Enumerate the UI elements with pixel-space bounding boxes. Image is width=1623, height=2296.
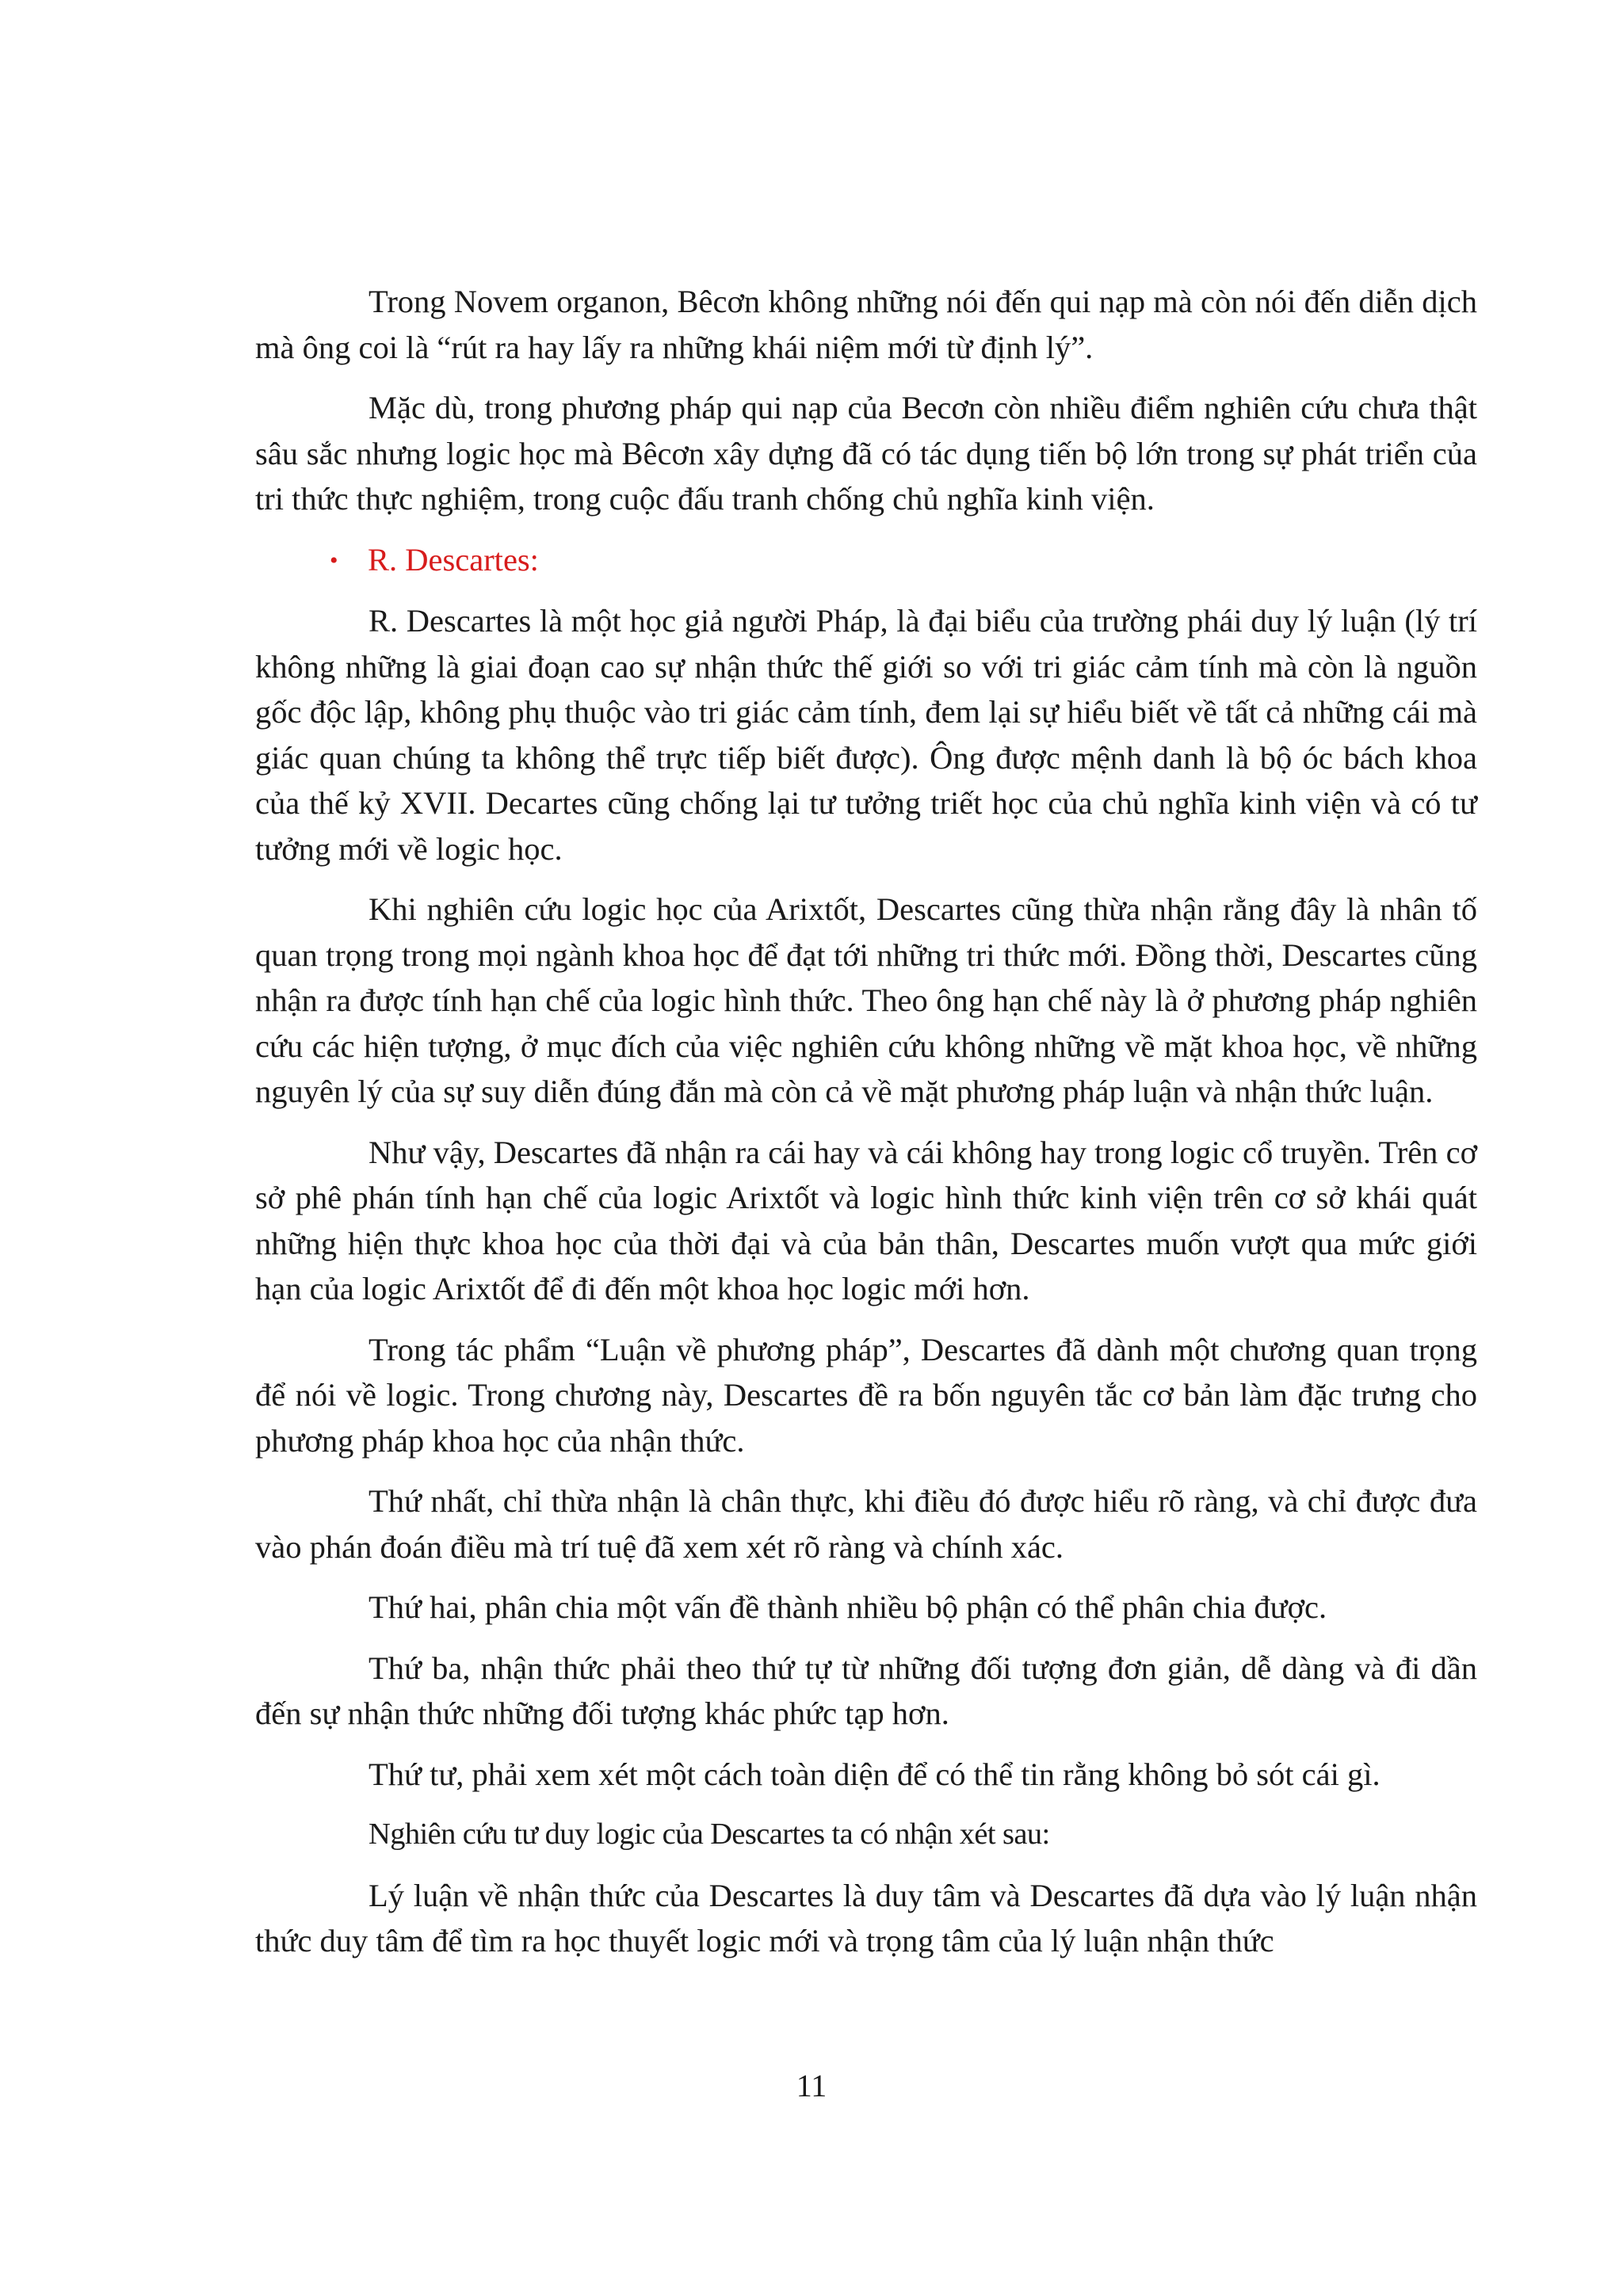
paragraph-novem-organon: Trong Novem organon, Bêcơn không những nói đến qui nạp mà còn nói đến diễn dịch mà ông coi là “rút ra hay lấy ra những khái niệm mới từ định lý”. (255, 284, 1477, 365)
paragraph-traditional-logic: Như vậy, Descartes đã nhận ra cái hay và cái không hay trong logic cổ truyền. Trên cơ sở phê phán tính hạn chế của logic Arixtốt và logic hình thức kinh viện trên cơ sở khái quát những hiện thực khoa học của thời đại và của bản thân, Descartes muốn vượt qua mức giới hạn của logic Arixtốt để đi đến một khoa học logic mới hơn. (255, 1134, 1477, 1306)
paragraph-second-principle: Thứ hai, phân chia một vấn đề thành nhiều bộ phận có thể phân chia được. (369, 1589, 1327, 1625)
paragraph-arixtot-study: Khi nghiên cứu logic học của Arixtốt, Descartes cũng thừa nhận rằng đây là nhân tố quan trọng trong mọi ngành khoa học để đạt tới những tri thức mới. Đồng thời, Descartes cũng nhận ra được tính hạn chế của logic hình thức. Theo ông hạn chế này là ở phương pháp nghiên cứu các hiện tượng, ở mục đích của việc nghiên cứu không những về mặt khoa học, về những nguyên lý của sự suy diễn đúng đắn mà còn cả về mặt phương pháp luận và nhận thức luận. (255, 891, 1477, 1109)
section-heading-label: R. Descartes: (368, 541, 539, 578)
page-number: 11 (796, 2068, 827, 2103)
paragraph-remarks-intro: Nghiên cứu tư duy logic của Descartes ta có nhận xét sau: (369, 1817, 1050, 1851)
paragraph-third-principle: Thứ ba, nhận thức phải theo thứ tự từ những đối tượng đơn giản, dễ dàng và đi dần đến sự nhận thức những đối tượng khác phức tạp hơn. (255, 1650, 1477, 1731)
section-heading-descartes (255, 537, 1477, 584)
paragraph-discourse-on-method: Trong tác phẩm “Luận về phương pháp”, Descartes đã dành một chương quan trọng để nói về logic. Trong chương này, Descartes đề ra bốn nguyên tắc cơ bản làm đặc trưng cho phương pháp khoa học của nhận thức. (255, 1331, 1477, 1459)
bullet-icon: • (330, 547, 338, 574)
paragraph-becon-assessment: Mặc dù, trong phương pháp qui nạp của Becơn còn nhiều điểm nghiên cứu chưa thật sâu sắc nhưng logic học mà Bêcơn xây dựng đã có tác dụng tiến bộ lớn trong sự phát triển của tri thức thực nghiệm, trong cuộc đấu tranh chống chủ nghĩa kinh viện. (255, 390, 1477, 517)
page-body (255, 279, 1477, 1979)
paragraph-epistemology: Lý luận về nhận thức của Descartes là duy tâm và Descartes đã dựa vào lý luận nhận thức duy tâm để tìm ra học thuyết logic mới và trọng tâm của lý luận nhận thức (255, 1877, 1477, 1958)
paragraph-fourth-principle: Thứ tư, phải xem xét một cách toàn diện để có thể tin rằng không bỏ sót cái gì. (369, 1756, 1381, 1792)
paragraph-first-principle: Thứ nhất, chỉ thừa nhận là chân thực, khi điều đó được hiểu rõ ràng, và chỉ được đưa vào phán đoán điều mà trí tuệ đã xem xét rõ ràng và chính xác. (255, 1483, 1477, 1565)
paragraph-descartes-intro: R. Descartes là một học giả người Pháp, là đại biểu của trường phái duy lý luận (lý trí không những là giai đoạn cao sự nhận thức thế giới so với tri giác cảm tính mà còn là nguồn gốc độc lập, không phụ thuộc vào tri giác cảm tính, đem lại sự hiểu biết về tất cả những cái mà giác quan chúng ta không thể trực tiếp biết được). Ông được mệnh danh là bộ óc bách khoa của thế kỷ XVII. Decartes cũng chống lại tư tưởng triết học của chủ nghĩa kinh viện và có tư tưởng mới về logic học. (255, 603, 1477, 867)
